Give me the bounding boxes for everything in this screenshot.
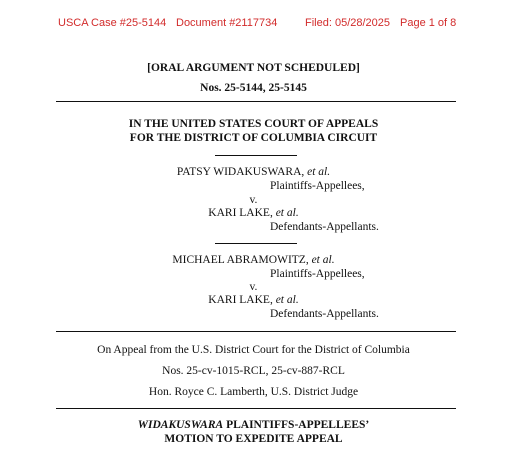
caption2-versus: v. [249, 281, 258, 293]
page-count-label: Page 1 of 8 [400, 17, 457, 29]
caption2-defendant-name: KARI LAKE, [208, 294, 273, 306]
caption1-defendant-name: KARI LAKE, [208, 207, 273, 219]
caption2-plaintiff-role: Plaintiffs-Appellees, [270, 268, 365, 280]
motion-party-rest: PLAINTIFFS-APPELLEES’ [223, 419, 370, 431]
case-number-label: USCA Case #25-5144 [58, 17, 167, 29]
caption1-plaintiff [0, 165, 507, 179]
filed-date-label: Filed: 05/28/2025 [305, 17, 391, 29]
caption1-defendant [0, 206, 507, 220]
caption2-defendant-role: Defendants-Appellants. [270, 308, 379, 320]
caption-separator [215, 155, 297, 156]
motion-title: MOTION TO EXPEDITE APPEAL [164, 433, 343, 445]
caption2-defendant-suffix: et al. [275, 294, 299, 306]
caption1-plaintiff-suffix: et al. [307, 166, 331, 178]
caption-bottom-divider [56, 331, 456, 332]
document-number-label: Document #2117734 [176, 17, 278, 29]
appeal-divider [56, 408, 456, 409]
caption2-plaintiff [0, 253, 507, 267]
appeal-case-numbers: Nos. 25-5144, 25-5145 [200, 82, 307, 94]
motion-party [0, 418, 507, 432]
caption2-defendant [0, 293, 507, 307]
district-case-numbers: Nos. 25-cv-1015-RCL, 25-cv-887-RCL [162, 365, 345, 377]
caption1-versus: v. [249, 194, 258, 206]
caption-separator [215, 243, 297, 244]
motion-party-name: WIDAKUSWARA [137, 419, 224, 431]
appeal-origin: On Appeal from the U.S. District Court for the District of Columbia [97, 344, 410, 356]
caption1-defendant-suffix: et al. [275, 207, 299, 219]
court-name-line2: FOR THE DISTRICT OF COLUMBIA CIRCUIT [129, 132, 378, 144]
oral-argument-status: [ORAL ARGUMENT NOT SCHEDULED] [147, 62, 360, 74]
district-judge: Hon. Royce C. Lamberth, U.S. District Judge [148, 386, 359, 398]
caption2-plaintiff-name: MICHAEL ABRAMOWITZ, [172, 254, 309, 266]
caption1-defendant-role: Defendants-Appellants. [270, 221, 379, 233]
header-divider [56, 101, 456, 102]
caption1-plaintiff-name: PATSY WIDAKUSWARA, [176, 166, 305, 178]
caption2-plaintiff-suffix: et al. [311, 254, 335, 266]
court-name-line1: IN THE UNITED STATES COURT OF APPEALS [128, 118, 379, 130]
caption1-plaintiff-role: Plaintiffs-Appellees, [270, 180, 365, 192]
